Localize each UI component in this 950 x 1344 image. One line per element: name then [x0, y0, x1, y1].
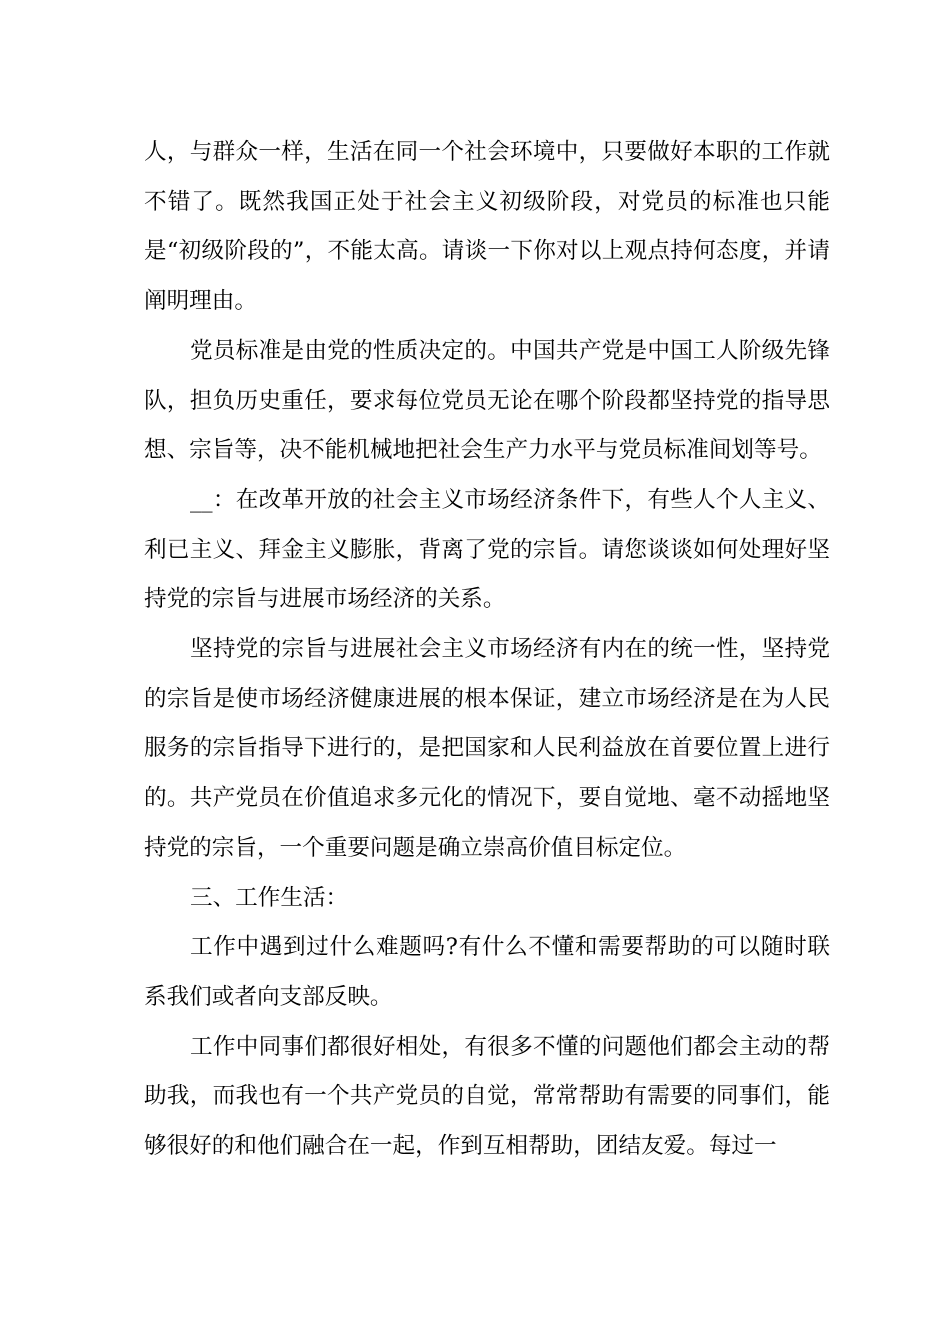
section-heading-work-life: 三、工作生活： — [190, 884, 349, 911]
paragraph-3: __：在改革开放的社会主义市场经济条件下，有些人个人主义、利已主义、拜金主义膨胀，背离了党的宗旨。请您谈谈如何处理好坚持党的宗旨与进展市场经济的关系。 — [144, 486, 830, 613]
paragraph-7: 工作中同事们都很好相处，有很多不懂的问题他们都会主动的帮助我，而我也有一个共产党员的自觉，常常帮助有需要的同事们，能够很好的和他们融合在一起，作到互相帮助，团结友爱。每过一 — [144, 1033, 830, 1160]
paragraph-1: 人，与群众一样，生活在同一个社会环境中，只要做好本职的工作就不错了。既然我国正处于社会主义初级阶段，对党员的标准也只能是“初级阶段的”，不能太高。请谈一下你对以上观点持何态度，并请阐明理由。 — [144, 139, 830, 315]
paragraph-4: 坚持党的宗旨与进展社会主义市场经济有内在的统一性，坚持党的宗旨是使市场经济健康进展的根本保证，建立市场经济是在为人民服务的宗旨指导下进行的，是把国家和人民利益放在首要位置上进行的。共产党员在价值追求多元化的情况下，要自觉地、毫不动摇地坚持党的宗旨，一个重要问题是确立崇高价值目标定位。 — [144, 636, 830, 861]
paragraph-2: 党员标准是由党的性质决定的。中国共产党是中国工人阶级先锋队，担负历史重任，要求每位党员无论在哪个阶段都坚持党的指导思想、宗旨等，决不能机械地把社会生产力水平与党员标准间划等号。 — [144, 337, 830, 464]
document-body — [144, 128, 830, 1172]
paragraph-6: 工作中遇到过什么难题吗?有什么不懂和需要帮助的可以随时联系我们或者向支部反映。 — [144, 934, 830, 1010]
